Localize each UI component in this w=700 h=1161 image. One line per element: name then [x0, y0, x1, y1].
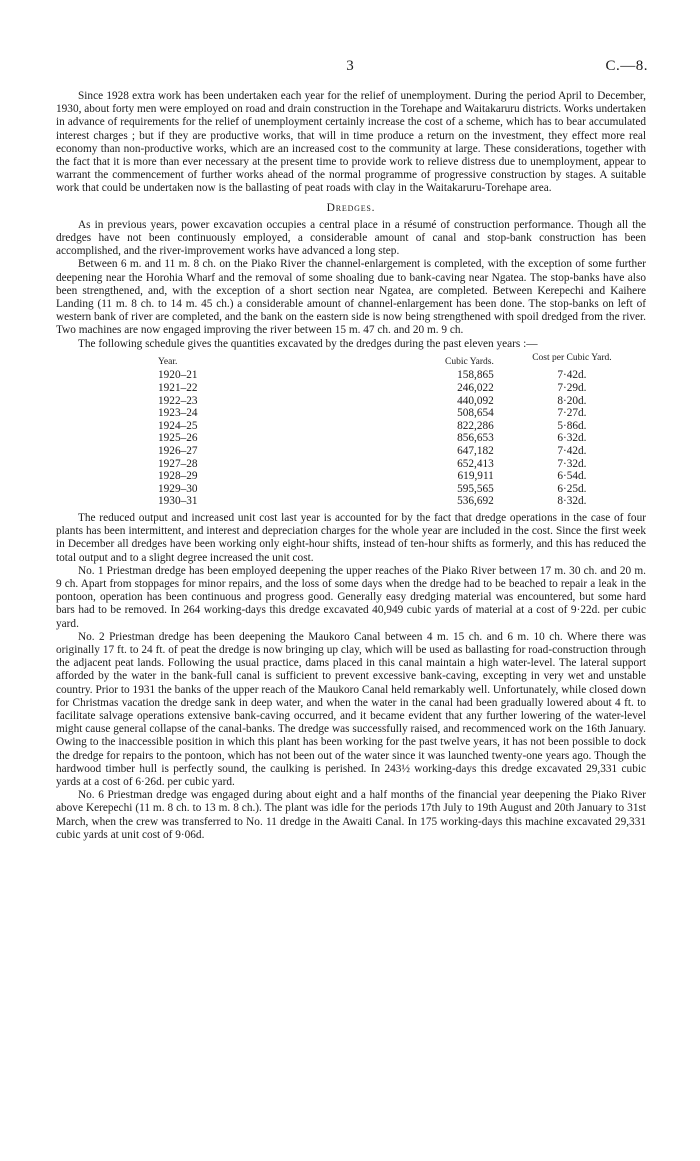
paragraph-reduced-output: The reduced output and increased unit cost last year is accounted for by the fact that dredge operations in the case of four plants has been intermittent, and interest and depreciation charges for the whole year are included in the cost. Since the first week in December all dredges have been working only eight-hour shifts, instead of ten-hour shifts as formerly, and this has reduced the total output and to a slight degree increased the unit cost.: [56, 511, 646, 564]
column-header-year: Year.: [158, 356, 178, 367]
cell-cubic-yards: 246,022: [457, 381, 494, 394]
table-row: [56, 458, 646, 471]
table-row: [56, 382, 646, 395]
table-row: [56, 445, 646, 458]
cell-cost-per-yard: 7·42d.: [557, 369, 587, 382]
table-row: [56, 420, 646, 433]
paragraph-dredge-no-1: No. 1 Priestman dredge has been employed deepening the upper reaches of the Piako River between 17 m. 30 ch. and 20 m. 9 ch. Apart from stoppages for minor repairs, and the loss of some days when the dredge had to be beached to repair a leak in the pontoon, operation has been continuous and progress good. Generally easy dredging material was encountered, but some hard bars had to be removed. In 264 working-days this dredge excavated 40,949 cubic yards of material at a cost of 9·22d. per cubic yard.: [56, 564, 646, 630]
table-rows: [56, 369, 646, 508]
table-row: [56, 495, 646, 508]
cell-cubic-yards: 856,653: [457, 432, 494, 445]
cell-cubic-yards: 652,413: [457, 457, 494, 470]
document-reference: C.—8.: [605, 58, 648, 74]
cell-year: 1926–27: [158, 444, 198, 457]
table-row: [56, 483, 646, 496]
cell-year: 1921–22: [158, 381, 198, 394]
cell-year: 1928–29: [158, 470, 198, 483]
cell-cubic-yards: 619,911: [457, 470, 494, 483]
paragraph-dredge-no-6: No. 6 Priestman dredge was engaged during about eight and a half months of the financial year deepening the Piako River above Kerepechi (11 m. 8 ch. to 13 m. 8 ch.). The plant was idle for the periods 17th July to 19th August and 20th January to 31st March, when the crew was transferred to No. 11 dredge in the Awaiti Canal. In 175 working-days this machine excavated 29,331 cubic yards at unit cost of 9·06d.: [56, 789, 646, 841]
page-body: [56, 90, 646, 842]
dredge-schedule-table: [56, 353, 646, 508]
cell-year: 1929–30: [158, 482, 198, 495]
cell-cost-per-yard: 6·25d.: [557, 482, 587, 495]
cell-year: 1923–24: [158, 407, 198, 420]
section-heading-dredges: Dredges.: [326, 201, 376, 214]
paragraph-dredge-no-2: No. 2 Priestman dredge has been deepening the Maukoro Canal between 4 m. 15 ch. and 6 m. 10 ch. Where there was originally 17 ft. to 24 ft. of peat the dredge is now bringing up clay, which will be used as ballasting for road-construction through the adjacent peat lands. Following the usual practice, dams placed in this canal maintain a high water-level. The lateral support afforded by the water in the bank-full canal is sufficient to prevent excessive bank-caving, excepting in very wet and unstable country. Prior to 1931 the banks of the upper reach of the Maukoro Canal held remarkably well. Unfortunately, while closed down for Christmas vacation the dredge sank in deep water, and when the water in the canal had been gradually lowered about 4 ft. to facilitate salvage operations extensive bank-caving occurred, and it became evident that any further lowering of the water-level might cause general collapse of the canal-banks. The dredge was successfully raised, and recommenced work on the 16th January. Owing to the inaccessible position in which this plant has been working for the past twelve years, it has not been possible to dock the dredge for repairs to the pontoon, which has not been out of the water since it was launched twenty-one years ago. Though the hardwood timber hull is perfectly sound, the caulking is perished. In 243½ working-days this dredge excavated 29,331 cubic yards at a cost of 6·26d. per cubic yard.: [56, 630, 646, 788]
column-header-cost: Cost per Cubic Yard.: [532, 352, 612, 363]
cell-year: 1924–25: [158, 419, 198, 432]
page-number: 3: [346, 58, 354, 74]
cell-cubic-yards: 536,692: [457, 495, 494, 508]
table-row: [56, 395, 646, 408]
cell-cost-per-yard: 8·32d.: [557, 495, 587, 508]
cell-cost-per-yard: 5·86d.: [557, 419, 587, 432]
cell-cubic-yards: 440,092: [457, 394, 494, 407]
table-row: [56, 470, 646, 483]
cell-cost-per-yard: 8·20d.: [557, 394, 587, 407]
cell-cost-per-yard: 7·42d.: [557, 444, 587, 457]
cell-cubic-yards: 595,565: [457, 482, 494, 495]
cell-cost-per-yard: 6·32d.: [557, 432, 587, 445]
cell-cost-per-yard: 7·32d.: [557, 457, 587, 470]
table-header: [56, 353, 646, 368]
cell-cubic-yards: 508,654: [457, 407, 494, 420]
cell-cost-per-yard: 7·27d.: [557, 407, 587, 420]
column-header-cubic-yards: Cubic Yards.: [445, 356, 494, 367]
paragraph-schedule-intro: The following schedule gives the quantities excavated by the dredges during the past eleven years :—: [78, 337, 538, 350]
cell-cubic-yards: 822,286: [457, 419, 494, 432]
cell-year: 1920–21: [158, 369, 198, 382]
cell-cost-per-yard: 7·29d.: [557, 381, 587, 394]
cell-cost-per-yard: 6·54d.: [557, 470, 587, 483]
paragraph-unemployment-relief: Since 1928 extra work has been undertaken each year for the relief of unemployment. During the period April to December, 1930, about forty men were employed on road and drain construction in the Torehape and Waitakaruru districts. Works undertaken in advance of requirements for the relief of unemployment certainly increase the cost of a scheme, which has to bear accumulated interest charges ; but if they are productive works, that will in time produce a return on the investment, they effect more real economy than non-productive works, which are an increased cost to the community at large. These considerations, together with the fact that it is more than ever necessary at the present time to provide work to relieve distress due to unemployment, appear to warrant the commencement of further works ahead of the normal programme of progressive construction by stages. A suitable work that could be undertaken now is the ballasting of peat roads with clay in the Waitakaruru-Torehape area.: [56, 90, 646, 195]
paragraph-piako-river: Between 6 m. and 11 m. 8 ch. on the Piako River the channel-enlargement is completed, with the exception of some further deepening near the Horohia Wharf and the removal of some shoaling due to bank-caving near Ngatea. The stop-banks have also been strengthened, and, with the exception of a short section near Ngatea, are completed. Between Kerepechi and Kaihere Landing (11 m. 8 ch. to 14 m. 45 ch.) a considerable amount of channel-enlargement has been done. The stop-banks on left of western bank of river are completed, and the bank on the eastern side is now being strengthened with spoil dredged from the river. Two machines are now engaged improving the river between 15 m. 47 ch. and 20 m. 9 ch.: [56, 258, 646, 337]
cell-cubic-yards: 158,865: [457, 369, 494, 382]
table-row: [56, 369, 646, 382]
cell-year: 1922–23: [158, 394, 198, 407]
cell-year: 1927–28: [158, 457, 198, 470]
cell-year: 1925–26: [158, 432, 198, 445]
table-row: [56, 407, 646, 420]
cell-cubic-yards: 647,182: [457, 444, 494, 457]
cell-year: 1930–31: [158, 495, 198, 508]
paragraph-dredges-intro: As in previous years, power excavation occupies a central place in a résumé of construction performance. Though all the dredges have not been continuously employed, a considerable amount of canal and stop-bank construction has been accomplished, and the river-improvement works have advanced a long step.: [56, 218, 646, 258]
table-row: [56, 432, 646, 445]
